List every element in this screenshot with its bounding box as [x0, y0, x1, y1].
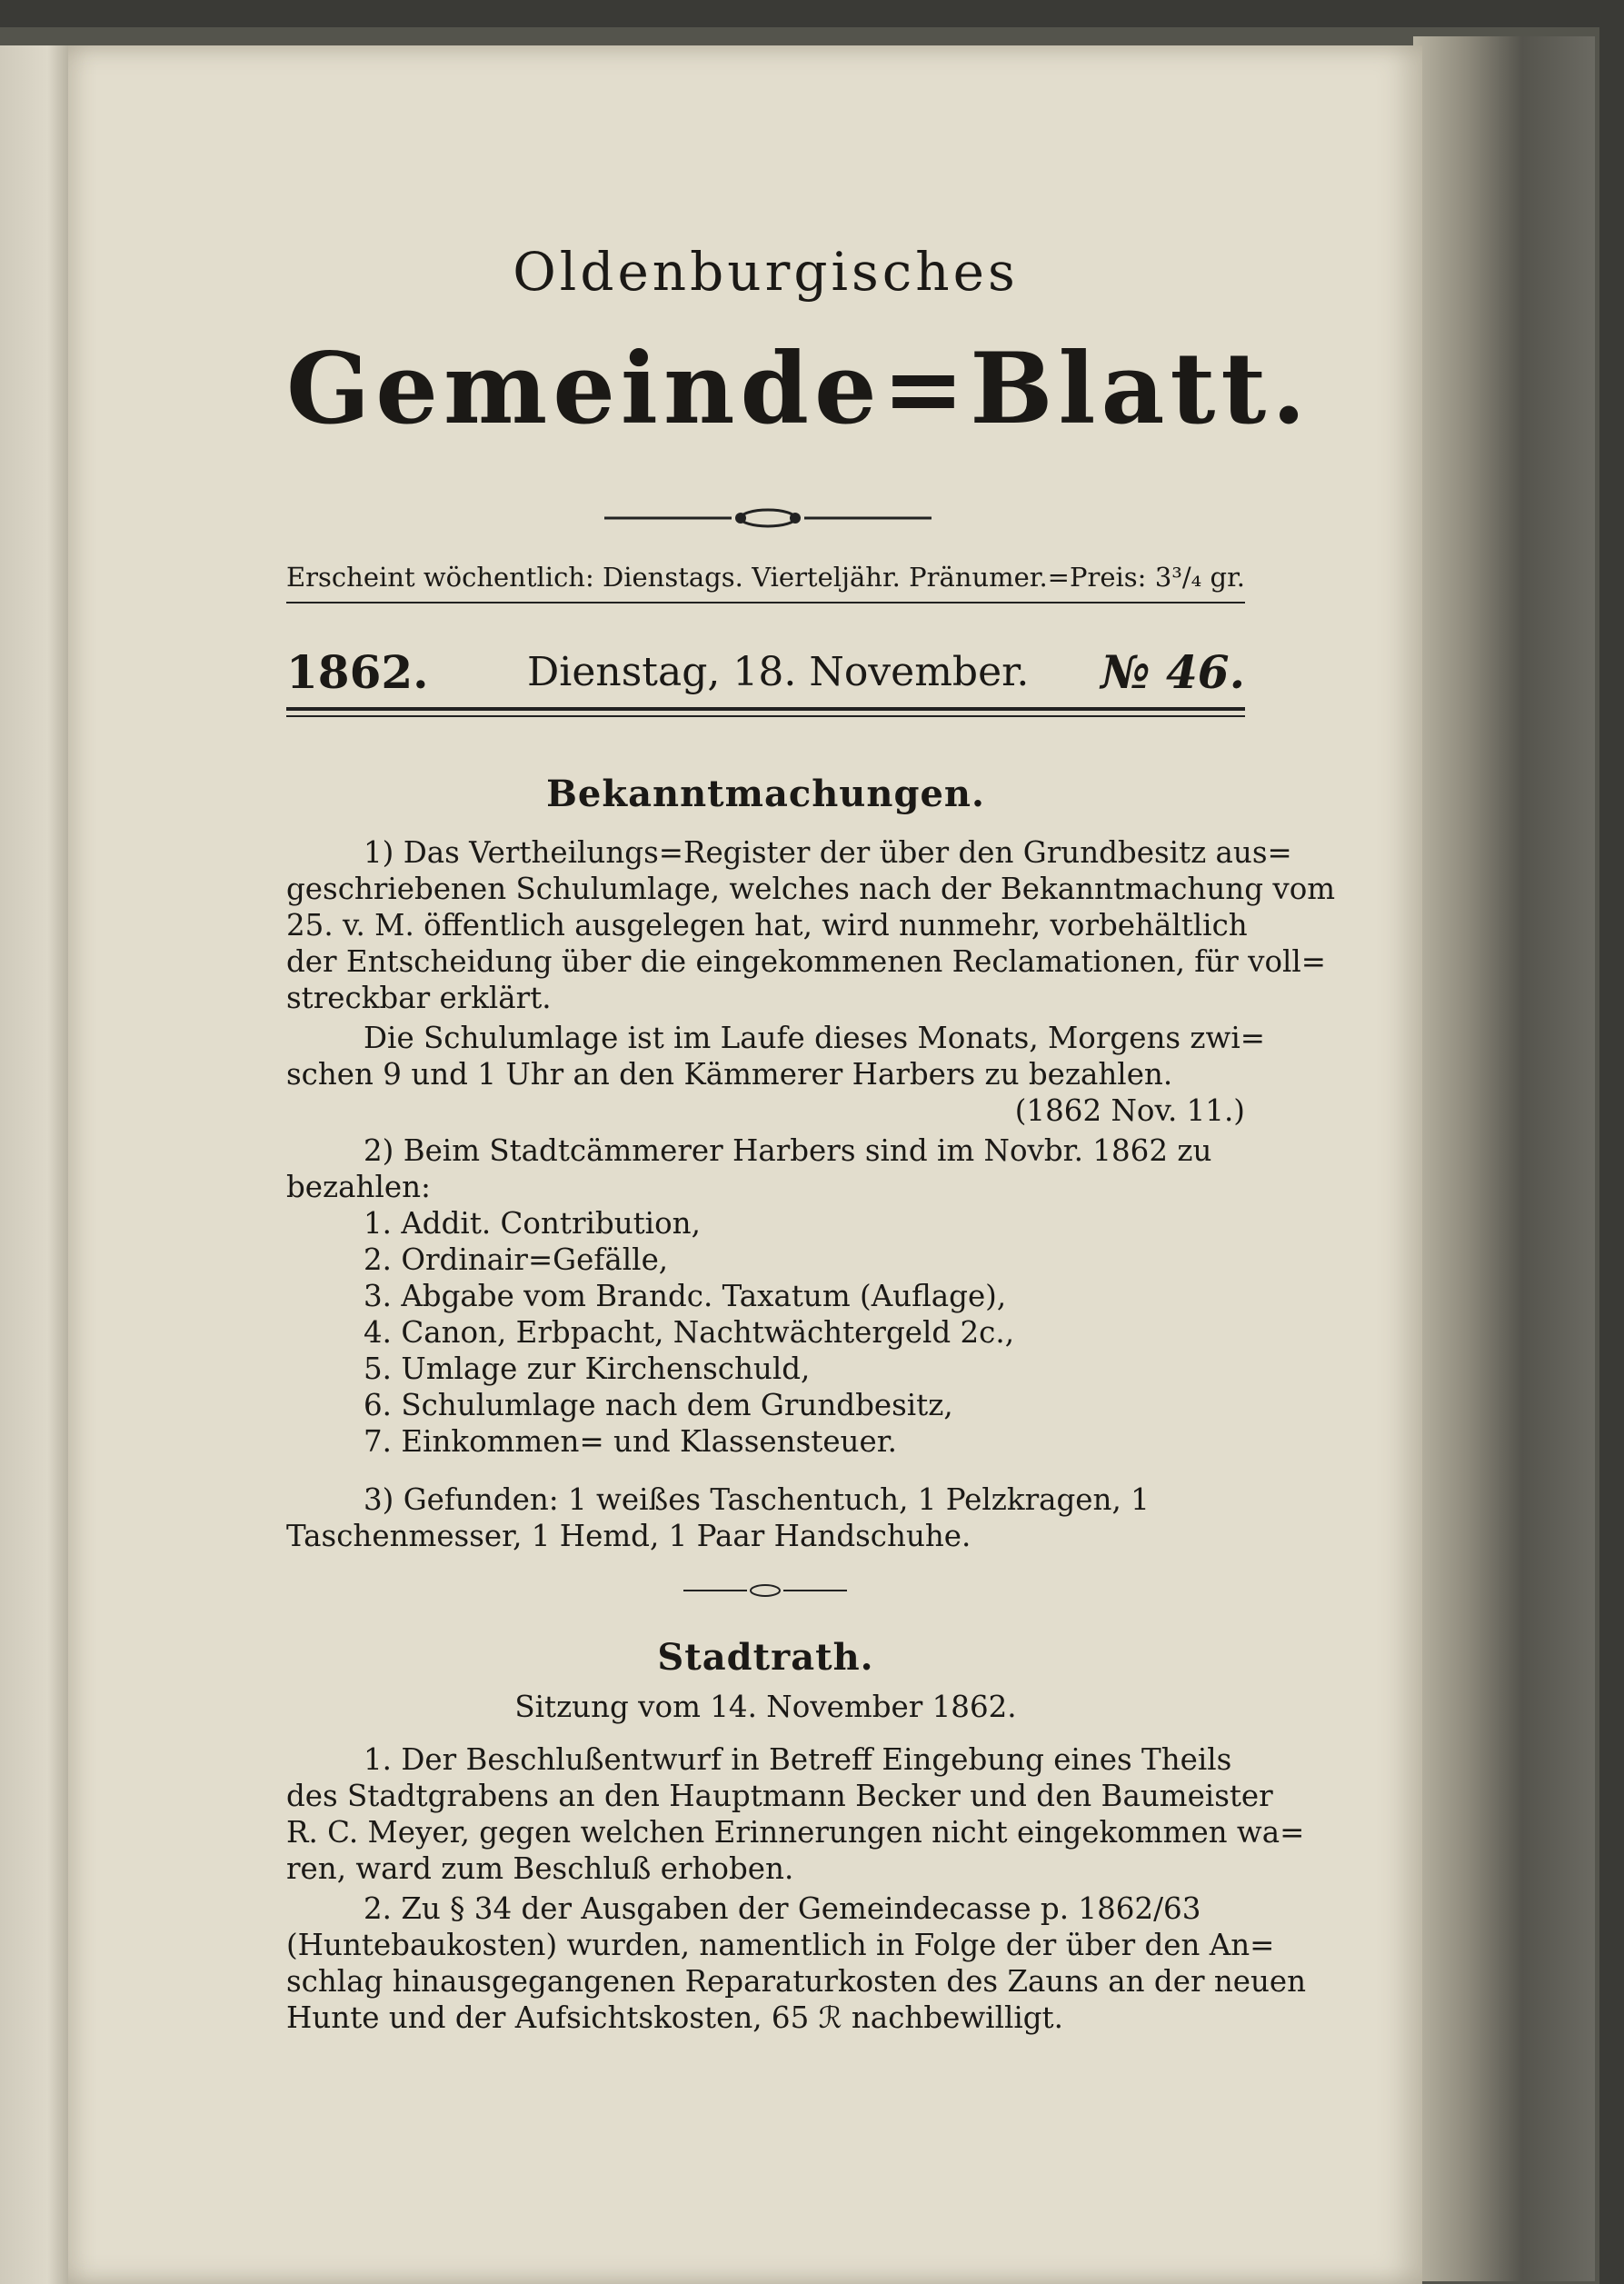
section-heading-bekanntmachungen: Bekanntmachungen. [546, 773, 985, 815]
text-line: geschriebenen Schulumlage, welches nach der Bekanntmachung vom [286, 872, 1336, 906]
publication-info [286, 562, 1245, 593]
list-item: 1. Addit. Contribution, [364, 1206, 701, 1241]
notice-1-date: (1862 Nov. 11.) [1014, 1093, 1245, 1128]
ornament-divider-icon [604, 504, 932, 532]
book-edge [1413, 36, 1595, 2281]
list-item: 5. Umlage zur Kirchenschuld, [364, 1351, 811, 1386]
publication-frequency: Erscheint wöchentlich: Dienstags. [286, 562, 743, 593]
list-item: 6. Schulumlage nach dem Grundbesitz, [364, 1388, 953, 1422]
session-date: Sitzung vom 14. November 1862. [514, 1690, 1017, 1724]
notice-3-found-items [286, 1481, 1245, 1554]
text-line: 1) Das Vertheilungs=Register der über den Grundbesitz aus= [364, 835, 1292, 870]
resolution-1 [286, 1741, 1305, 1887]
list-item: 3. Abgabe vom Brandc. Taxatum (Auflage), [364, 1279, 1007, 1313]
text-line: Taschenmesser, 1 Hemd, 1 Paar Handschuhe. [286, 1519, 971, 1553]
text-line: R. C. Meyer, gegen welchen Erinnerungen nicht eingekommen wa= [286, 1815, 1305, 1850]
small-ornament-icon [683, 1581, 847, 1600]
subscription-label: Vierteljähr. Pränumer.=Preis: [752, 562, 1147, 593]
text-line: schlag hinausgegangenen Reparaturkosten des Zauns an der neuen [286, 1964, 1307, 1999]
text-line: bezahlen: [286, 1170, 431, 1204]
issue-year: 1862. [286, 645, 429, 699]
text-line: streckbar erklärt. [286, 981, 552, 1015]
dateline [286, 645, 1245, 704]
notice-2 [286, 1132, 1245, 1205]
text-line: Die Schulumlage ist im Laufe dieses Monats, Morgens zwi= [364, 1021, 1265, 1055]
text-line: 25. v. M. öffentlich ausgelegen hat, wird nunmehr, vorbehältlich [286, 908, 1248, 943]
text-line: 3) Gefunden: 1 weißes Taschentuch, 1 Pelzkragen, 1 [364, 1482, 1150, 1517]
text-line: der Entscheidung über die eingekommenen Reclamationen, für voll= [286, 944, 1327, 979]
session-subtitle [286, 1689, 1245, 1725]
text-line: 2) Beim Stadtcämmerer Harbers sind im Novbr. 1862 zu [364, 1133, 1212, 1168]
payment-list [364, 1205, 1014, 1460]
facing-page-edge [0, 45, 68, 2284]
notice-1 [286, 834, 1336, 1016]
text-line: 2. Zu § 34 der Ausgaben der Gemeindecasse p. 1862/63 [364, 1891, 1201, 1926]
issue-number: № 46. [1101, 645, 1245, 699]
section-heading-stadtrath: Stadtrath. [657, 1636, 874, 1679]
resolution-2 [286, 1890, 1307, 2036]
notice-1-payment [286, 1020, 1265, 1129]
list-item: 4. Canon, Erbpacht, Nachtwächtergeld 2c., [364, 1315, 1015, 1350]
text-line: schen 9 und 1 Uhr an den Kämmerer Harbers zu bezahlen. [286, 1057, 1173, 1092]
text-line: Hunte und der Aufsichtskosten, 65 ℛ nachbewilligt. [286, 2000, 1063, 2035]
list-item: 7. Einkommen= und Klassensteuer. [364, 1424, 898, 1459]
text-line: 1. Der Beschlußentwurf in Betreff Eingebung eines Theils [364, 1742, 1232, 1777]
text-line: des Stadtgrabens an den Hauptmann Becker und den Baumeister [286, 1779, 1273, 1813]
newspaper-page [68, 45, 1422, 2284]
masthead-subtitle: Oldenburgisches [513, 241, 1019, 303]
masthead-title: Gemeinde=Blatt. [286, 332, 1311, 446]
rule-thick [286, 707, 1245, 711]
list-item: 2. Ordinair=Gefälle, [364, 1242, 669, 1277]
rule-thin [286, 715, 1245, 717]
issue-date: Dienstag, 18. November. [527, 649, 1030, 695]
rule-top [286, 602, 1245, 603]
text-line: ren, ward zum Beschluß erhoben. [286, 1851, 794, 1886]
text-line: (Huntebaukosten) wurden, namentlich in Folge der über den An= [286, 1928, 1275, 1962]
subscription-price: 3³/₄ gr. [1154, 562, 1245, 593]
